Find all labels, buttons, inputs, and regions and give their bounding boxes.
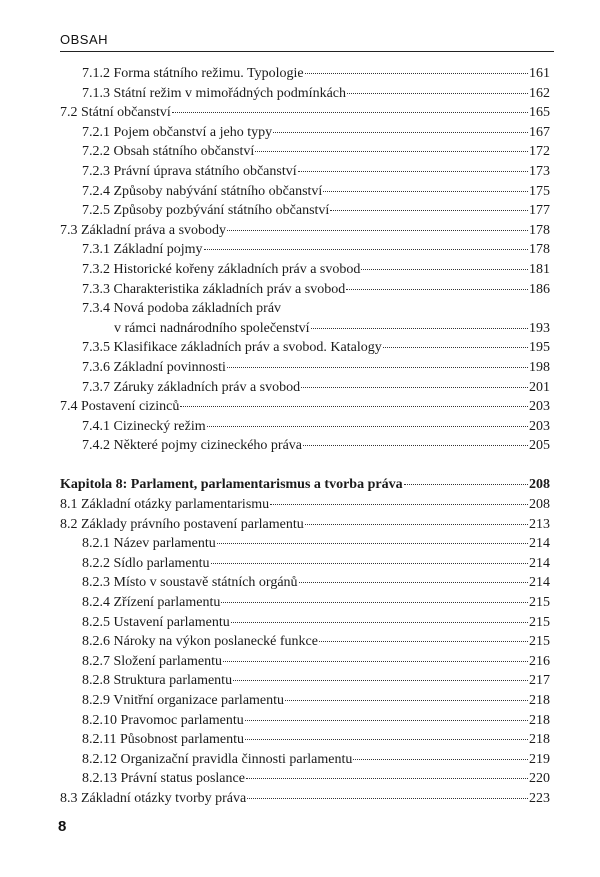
toc-entry-title: 8.2.10 Pravomoc parlamentu: [82, 712, 244, 728]
toc-entry: [60, 632, 550, 652]
toc-entry-title: 8.2.3 Místo v soustavě státních orgánů: [82, 575, 298, 591]
dot-leader: [347, 93, 528, 94]
toc-entry-page: 178: [529, 242, 550, 258]
toc-entry-page: 198: [529, 359, 550, 375]
toc-entry: [60, 84, 550, 104]
dot-leader: [217, 543, 528, 544]
toc-entry-page: 219: [529, 751, 550, 767]
dot-leader: [245, 720, 528, 721]
toc-entry: [60, 319, 550, 339]
toc-entry-page: 215: [529, 595, 550, 611]
toc-entry: [60, 671, 550, 691]
toc-entry-title: 8.2.9 Vnitřní organizace parlamentu: [82, 693, 285, 708]
dot-leader: [211, 563, 528, 564]
toc-entry-title: 8.2.2 Sídlo parlamentu: [82, 555, 210, 571]
toc-entry-title: 8.2.11 Působnost parlamentu: [82, 732, 245, 748]
toc-entry: [60, 789, 550, 809]
toc-entry-title: 8.2.7 Složení parlamentu: [82, 653, 222, 669]
toc-entry-title: 7.2.3 Právní úprava státního občanství: [82, 163, 297, 179]
toc-entry-title: 7.3.3 Charakteristika základních práv a svobod: [82, 281, 346, 297]
dot-leader: [311, 328, 528, 329]
toc-entry: [60, 201, 550, 221]
toc-entry: [60, 475, 550, 495]
toc-entry-title: 7.3.2 Historické kořeny základních práv a svobod: [82, 261, 361, 277]
toc-entry: [60, 436, 550, 456]
dot-leader: [299, 582, 528, 583]
toc-entry-title: 7.4.1 Cizinecký režim: [82, 418, 206, 434]
toc-entry: [60, 495, 550, 515]
toc-entry: [60, 338, 550, 358]
dot-leader: [227, 367, 528, 368]
dot-leader: [207, 426, 528, 427]
dot-leader: [298, 171, 528, 172]
page-number: 8: [58, 818, 67, 835]
toc-entry: [60, 358, 550, 378]
toc-entry: [60, 691, 550, 711]
toc-entry-page: 186: [529, 281, 550, 297]
toc-entry: [60, 378, 550, 398]
dot-leader: [172, 112, 528, 113]
toc-entry-page: 208: [529, 477, 550, 493]
dot-leader: [223, 661, 528, 662]
toc-entry-title: 7.1.2 Forma státního režimu. Typologie: [82, 66, 304, 81]
section-gap: [60, 456, 550, 476]
dot-leader: [323, 191, 528, 192]
toc-entry-page: 220: [529, 771, 550, 787]
toc-entry-page: 203: [529, 418, 550, 434]
toc-entry-page: 205: [529, 438, 550, 454]
toc-entry: [60, 103, 550, 123]
table-of-contents: [60, 64, 550, 809]
dot-leader: [233, 680, 528, 681]
toc-entry-title: 8.1 Základní otázky parlamentarismu: [60, 497, 270, 513]
toc-entry-page: 216: [529, 653, 550, 669]
toc-entry: [60, 613, 550, 633]
dot-leader: [305, 73, 528, 74]
dot-leader: [255, 151, 528, 152]
toc-entry-title: v rámci nadnárodního společenství: [114, 320, 310, 336]
toc-entry: [60, 593, 550, 613]
dot-leader: [330, 210, 528, 211]
toc-entry: [60, 652, 550, 672]
toc-entry-title: 8.2 Základy právního postavení parlamentu: [60, 516, 304, 532]
toc-entry-title: 7.1.3 Státní režim v mimořádných podmínkách: [82, 85, 347, 101]
toc-entry: [60, 123, 550, 143]
toc-entry-title: 8.3 Základní otázky tvorby práva: [60, 790, 247, 806]
toc-entry-title: 7.2.1 Pojem občanství a jeho typy: [82, 124, 273, 140]
header-rule: [60, 51, 554, 52]
toc-entry-title: 7.2 Státní občanství: [60, 105, 171, 121]
dot-leader: [305, 524, 528, 525]
toc-entry-page: 203: [529, 399, 550, 415]
dot-leader: [383, 347, 528, 348]
dot-leader: [346, 289, 528, 290]
dot-leader: [273, 132, 528, 133]
toc-entry-page: 172: [529, 144, 550, 160]
toc-entry-title: 7.4 Postavení cizinců: [60, 399, 180, 415]
toc-entry: [60, 554, 550, 574]
toc-entry: [60, 240, 550, 260]
dot-leader: [227, 230, 528, 231]
toc-entry-page: 181: [529, 261, 550, 277]
toc-entry-page: 214: [529, 536, 550, 552]
dot-leader: [404, 484, 528, 485]
toc-entry: [60, 221, 550, 241]
dot-leader: [319, 641, 528, 642]
toc-entry-page: 215: [529, 634, 550, 650]
toc-entry: [60, 730, 550, 750]
toc-entry-title: 7.2.4 Způsoby nabývání státního občanství: [82, 183, 323, 199]
dot-leader: [231, 622, 528, 623]
dot-leader: [246, 778, 528, 779]
toc-entry: [60, 280, 550, 300]
toc-entry: [60, 182, 550, 202]
dot-leader: [247, 798, 528, 799]
toc-entry-title: 8.2.6 Nároky na výkon poslanecké funkce: [82, 634, 318, 650]
toc-entry-title: 7.3 Základní práva a svobody: [60, 222, 227, 238]
toc-entry-page: 218: [529, 693, 550, 708]
toc-entry-page: 177: [529, 203, 550, 219]
running-header: OBSAH: [60, 32, 109, 47]
dot-leader: [204, 249, 528, 250]
dot-leader: [221, 602, 528, 603]
dot-leader: [353, 759, 528, 760]
toc-entry-title: 8.2.13 Právní status poslance: [82, 771, 245, 787]
toc-entry-title: 7.2.2 Obsah státního občanství: [82, 144, 255, 160]
dot-leader: [303, 445, 528, 446]
toc-entry-title: 7.4.2 Některé pojmy cizineckého práva: [82, 438, 303, 454]
toc-entry: [60, 750, 550, 770]
toc-entry-title: 7.3.5 Klasifikace základních práv a svobod. Katalogy: [82, 340, 382, 356]
toc-entry: [60, 711, 550, 731]
toc-entry-title: 7.3.6 Základní povinnosti: [82, 359, 226, 375]
toc-entry-page: 161: [529, 66, 550, 81]
dot-leader: [180, 406, 528, 407]
toc-entry-page: 213: [529, 516, 550, 532]
toc-entry-title: 7.2.5 Způsoby pozbývání státního občanství: [82, 203, 330, 219]
toc-entry-page: 217: [529, 673, 550, 689]
toc-entry-page: 193: [529, 320, 550, 336]
toc-entry-title: 8.2.1 Název parlamentu: [82, 536, 216, 552]
toc-entry: [60, 417, 550, 437]
dot-leader: [270, 504, 528, 505]
toc-entry-page: 218: [529, 712, 550, 728]
toc-entry-page: 165: [529, 105, 550, 121]
toc-entry-page: 223: [529, 790, 550, 806]
toc-entry-page: 195: [529, 340, 550, 356]
dot-leader: [285, 700, 528, 701]
toc-entry-title: 7.3.4 Nová podoba základních práv: [82, 301, 282, 317]
dot-leader: [361, 269, 528, 270]
toc-entry: [60, 142, 550, 162]
toc-entry-page: 208: [529, 497, 550, 513]
toc-entry-page: 178: [529, 222, 550, 238]
toc-entry: [60, 397, 550, 417]
toc-entry: [60, 534, 550, 554]
toc-entry: [60, 769, 550, 789]
toc-entry-title: 8.2.4 Zřízení parlamentu: [82, 595, 221, 611]
toc-entry-title: 8.2.8 Struktura parlamentu: [82, 673, 233, 689]
toc-entry-page: 167: [529, 124, 550, 140]
toc-entry-page: 218: [529, 732, 550, 748]
toc-entry: [60, 64, 550, 84]
toc-entry: [60, 573, 550, 593]
toc-entry-page: 175: [529, 183, 550, 199]
toc-entry-page: 173: [529, 163, 550, 179]
toc-entry-title: 8.2.5 Ustavení parlamentu: [82, 614, 230, 630]
toc-entry: [60, 299, 550, 319]
toc-entry-title: Kapitola 8: Parlament, parlamentarismus a tvorba práva: [60, 477, 403, 493]
toc-entry: [60, 260, 550, 280]
toc-entry-title: 7.3.7 Záruky základních práv a svobod: [82, 379, 301, 395]
toc-entry: [60, 515, 550, 535]
toc-entry-title: 7.3.1 Základní pojmy: [82, 242, 203, 258]
toc-entry-title: 8.2.12 Organizační pravidla činnosti parlamentu: [82, 751, 353, 767]
toc-entry-page: 214: [529, 555, 550, 571]
dot-leader: [301, 387, 528, 388]
toc-entry-page: 162: [529, 85, 550, 101]
dot-leader: [245, 739, 528, 740]
toc-entry-page: 214: [529, 575, 550, 591]
toc-entry-page: 215: [529, 614, 550, 630]
toc-entry: [60, 162, 550, 182]
toc-entry-page: 201: [529, 379, 550, 395]
